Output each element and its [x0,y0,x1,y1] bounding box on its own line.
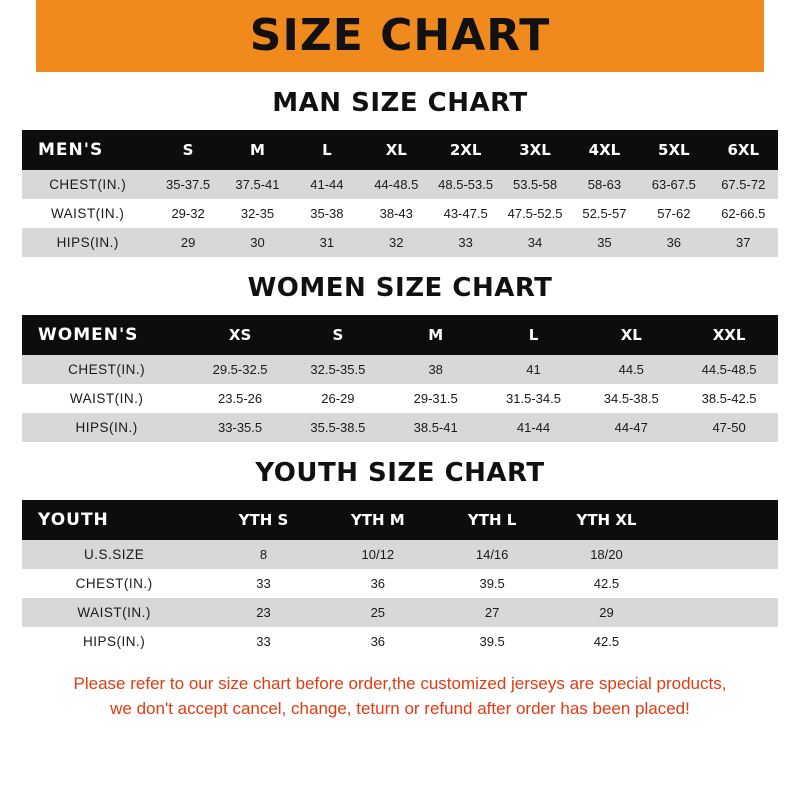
cell: 29-31.5 [387,384,485,413]
youth-size-table [22,500,778,656]
cell: 48.5-53.5 [431,170,500,199]
content-area [0,88,800,721]
cell: 57-62 [639,199,708,228]
cell-spacer [664,540,778,569]
section-title-man: MAN SIZE CHART [272,88,528,118]
cell: 44-47 [582,413,680,442]
cell: 29.5-32.5 [191,355,289,384]
man-size-table [22,130,778,257]
section-title-women: WOMEN SIZE CHART [247,273,553,303]
cell: 31 [292,228,361,257]
col-header-6xl: 6XL [709,130,778,170]
cell: 38-43 [362,199,431,228]
women-table-body [22,355,778,442]
cell: 29 [153,228,222,257]
row-label-chest: CHEST(IN.) [22,170,153,199]
cell: 35-38 [292,199,361,228]
header-right-gap [764,0,800,72]
cell: 36 [321,627,435,656]
col-header-5xl: 5XL [639,130,708,170]
row-label-chest: CHEST(IN.) [22,355,191,384]
table-row [22,355,778,384]
cell: 29 [549,598,663,627]
cell: 33 [206,569,320,598]
cell-spacer [664,627,778,656]
cell: 43-47.5 [431,199,500,228]
page-title: SIZE CHART [249,10,551,61]
section-title-youth: YOUTH SIZE CHART [255,458,545,488]
table-header-row [22,130,778,170]
cell: 26-29 [289,384,387,413]
col-header-m: M [223,130,292,170]
cell: 39.5 [435,627,549,656]
cell: 44-48.5 [362,170,431,199]
table-row [22,228,778,257]
col-header-xs: XS [191,315,289,355]
row-label-waist: WAIST(IN.) [22,199,153,228]
table-row [22,199,778,228]
row-label-hips: HIPS(IN.) [22,627,206,656]
man-table-header [22,130,778,170]
row-label-waist: WAIST(IN.) [22,384,191,413]
col-header-l: L [292,130,361,170]
cell: 37 [709,228,778,257]
cell: 47-50 [680,413,778,442]
table-row [22,569,778,598]
cell: 53.5-58 [500,170,569,199]
cell: 33 [431,228,500,257]
cell: 67.5-72 [709,170,778,199]
col-header-womens: WOMEN'S [22,315,191,355]
col-header-yth-s: YTH S [206,500,320,540]
cell: 38.5-42.5 [680,384,778,413]
col-header-xl: XL [362,130,431,170]
man-table-body [22,170,778,257]
col-header-youth: YOUTH [22,500,206,540]
row-label-us-size: U.S.SIZE [22,540,206,569]
cell-spacer [664,598,778,627]
cell: 63-67.5 [639,170,708,199]
cell: 23 [206,598,320,627]
col-header-yth-xl: YTH XL [549,500,663,540]
table-row [22,598,778,627]
row-label-hips: HIPS(IN.) [22,413,191,442]
footer-note [22,672,778,721]
cell: 35 [570,228,639,257]
row-label-waist: WAIST(IN.) [22,598,206,627]
header-left-gap [0,0,36,72]
cell: 35-37.5 [153,170,222,199]
col-header-2xl: 2XL [431,130,500,170]
col-header-s: S [153,130,222,170]
cell: 32-35 [223,199,292,228]
women-size-table [22,315,778,442]
col-header-xl: XL [582,315,680,355]
cell: 30 [223,228,292,257]
cell: 33 [206,627,320,656]
col-header-4xl: 4XL [570,130,639,170]
cell: 52.5-57 [570,199,639,228]
col-header-3xl: 3XL [500,130,569,170]
cell: 31.5-34.5 [485,384,583,413]
women-table-header [22,315,778,355]
cell: 18/20 [549,540,663,569]
cell: 41-44 [485,413,583,442]
cell: 27 [435,598,549,627]
cell: 34.5-38.5 [582,384,680,413]
cell: 42.5 [549,627,663,656]
cell: 41-44 [292,170,361,199]
cell: 39.5 [435,569,549,598]
table-row [22,540,778,569]
cell: 33-35.5 [191,413,289,442]
table-row [22,170,778,199]
footer-note-line-2: we don't accept cancel, change, teturn or refund after order has been placed! [110,698,690,718]
col-header-s: S [289,315,387,355]
table-header-row [22,500,778,540]
col-header-spacer [664,500,778,540]
cell: 14/16 [435,540,549,569]
table-row [22,627,778,656]
cell: 23.5-26 [191,384,289,413]
cell: 44.5 [582,355,680,384]
cell: 62-66.5 [709,199,778,228]
table-row [22,384,778,413]
row-label-hips: HIPS(IN.) [22,228,153,257]
cell: 34 [500,228,569,257]
cell: 8 [206,540,320,569]
cell: 36 [639,228,708,257]
cell: 10/12 [321,540,435,569]
col-header-m: M [387,315,485,355]
cell: 25 [321,598,435,627]
col-header-yth-l: YTH L [435,500,549,540]
cell: 47.5-52.5 [500,199,569,228]
table-row [22,413,778,442]
cell: 35.5-38.5 [289,413,387,442]
youth-table-header [22,500,778,540]
col-header-mens: MEN'S [22,130,153,170]
cell: 32.5-35.5 [289,355,387,384]
col-header-yth-m: YTH M [321,500,435,540]
footer-note-line-1: Please refer to our size chart before order,the customized jerseys are special products, [73,674,727,693]
cell: 29-32 [153,199,222,228]
cell: 36 [321,569,435,598]
col-header-l: L [485,315,583,355]
cell: 44.5-48.5 [680,355,778,384]
youth-table-body [22,540,778,656]
cell: 37.5-41 [223,170,292,199]
header-band [0,0,800,72]
table-header-row [22,315,778,355]
cell: 38 [387,355,485,384]
cell: 58-63 [570,170,639,199]
row-label-chest: CHEST(IN.) [22,569,206,598]
cell: 42.5 [549,569,663,598]
cell: 32 [362,228,431,257]
cell: 38.5-41 [387,413,485,442]
cell: 41 [485,355,583,384]
col-header-xxl: XXL [680,315,778,355]
cell-spacer [664,569,778,598]
